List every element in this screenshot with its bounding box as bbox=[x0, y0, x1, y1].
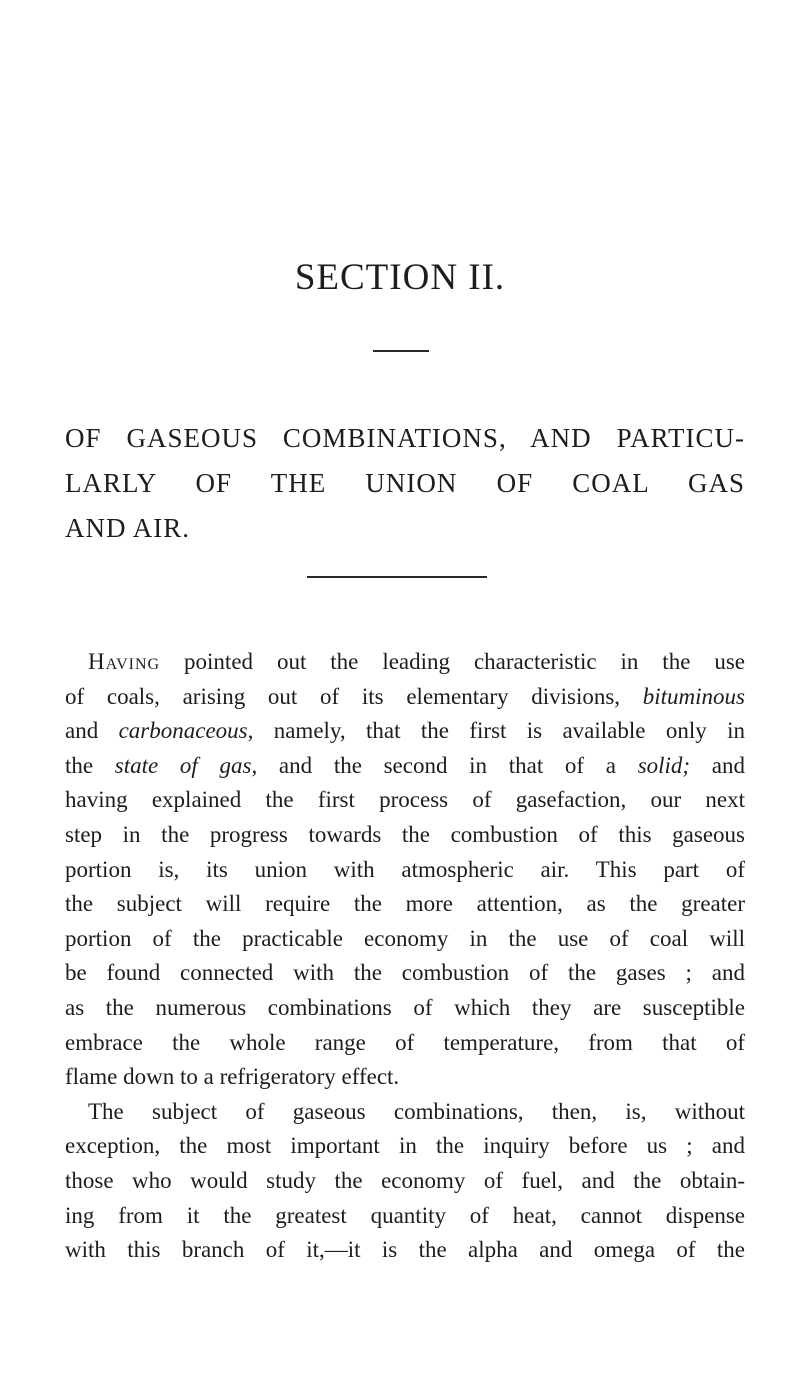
paragraph-line: those who would study the economy of fuel, and the obtain- bbox=[65, 1167, 745, 1193]
text-run: , namely, that the first is available only in bbox=[247, 718, 745, 744]
paragraph-line bbox=[65, 714, 745, 749]
paragraph-line: portion is, its union with atmospheric air. This part of bbox=[65, 856, 745, 882]
paragraph-line: be found connected with the combustion of the gases ; and bbox=[65, 960, 745, 986]
paragraph-line: The subject of gaseous combinations, then, is, without bbox=[88, 1098, 745, 1124]
paragraph-line bbox=[65, 749, 745, 784]
text-run: the bbox=[65, 752, 115, 778]
paragraph-line: the subject will require the more attention, as the greater bbox=[65, 891, 745, 917]
opening-word: Having bbox=[88, 649, 161, 674]
text-run: , and the second in that of a bbox=[251, 752, 638, 778]
italic-term: bituminous bbox=[642, 683, 745, 709]
body-text bbox=[65, 645, 745, 1268]
paragraph-line bbox=[65, 645, 745, 680]
paragraph-line: ing from it the greatest quantity of heat, cannot dispense bbox=[65, 1202, 745, 1228]
section-heading: SECTION II. bbox=[294, 257, 506, 298]
italic-term: carbonaceous bbox=[118, 718, 248, 744]
paragraph-line: flame down to a refrigeratory effect. bbox=[65, 1064, 400, 1090]
paragraph-line: embrace the whole range of temperature, from that of bbox=[65, 1029, 745, 1055]
italic-term: state of gas bbox=[114, 752, 252, 778]
text-run: and bbox=[690, 752, 745, 778]
italic-term: solid; bbox=[637, 752, 691, 778]
text-run: and bbox=[65, 718, 119, 744]
paragraph-line: step in the progress towards the combustion of this gaseous bbox=[65, 821, 745, 847]
divider-rule-long bbox=[307, 576, 487, 578]
subtitle-line: OF GASEOUS COMBINATIONS, AND PARTICU- bbox=[65, 423, 745, 453]
paragraph-line: having explained the first process of gasefaction, our next bbox=[65, 787, 745, 813]
paragraph-line: as the numerous combinations of which they are susceptible bbox=[65, 994, 745, 1020]
text-run: pointed out the leading characteristic in the use bbox=[160, 649, 745, 674]
paragraph-line: with this branch of it,—it is the alpha and omega of the bbox=[65, 1237, 745, 1263]
paragraph-line bbox=[65, 680, 745, 715]
paragraph-line: portion of the practicable economy in the use of coal will bbox=[65, 925, 745, 951]
subtitle-line: LARLY OF THE UNION OF COAL GAS bbox=[65, 468, 745, 498]
subtitle-line: AND AIR. bbox=[65, 513, 191, 543]
text-run: of coals, arising out of its elementary divisions, bbox=[65, 683, 643, 709]
divider-rule-short bbox=[373, 350, 429, 352]
section-subtitle bbox=[65, 416, 745, 551]
paragraph-line: exception, the most important in the inquiry before us ; and bbox=[65, 1133, 745, 1159]
